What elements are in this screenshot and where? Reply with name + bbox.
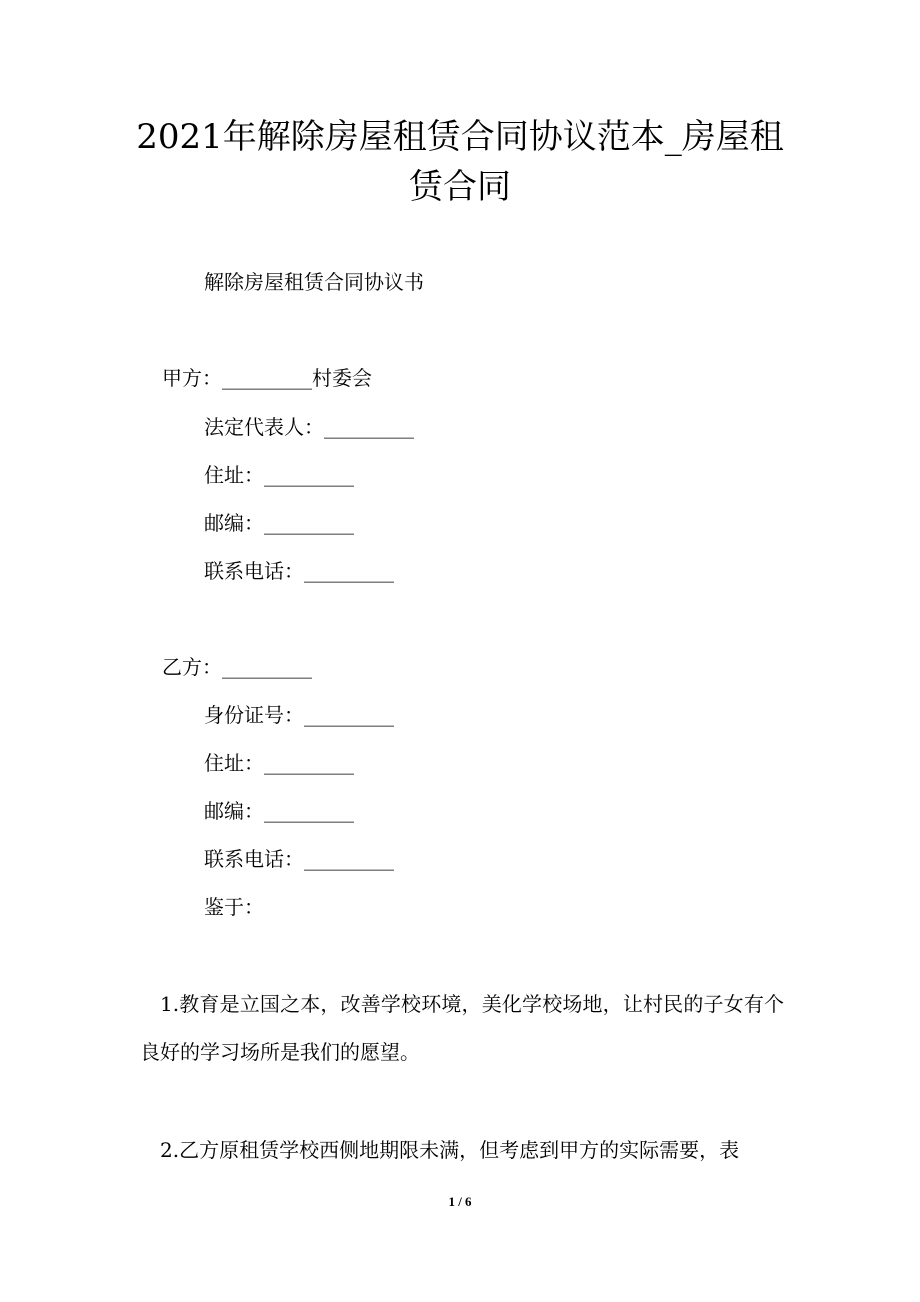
agreement-heading: 解除房屋租赁合同协议书: [204, 270, 424, 294]
party-b-postcode: 邮编：_________: [204, 799, 354, 823]
party-a-address: 住址：_________: [204, 463, 354, 487]
clause-2: 2.乙方原租赁学校西侧地期限未满，但考虑到甲方的实际需要，表: [160, 1138, 740, 1162]
document-title: 2021年解除房屋租赁合同协议范本_房屋租赁合同: [136, 117, 784, 207]
party-a-postcode: 邮编：_________: [204, 511, 354, 535]
whereas-label: 鉴于：: [204, 895, 264, 919]
party-a-phone: 联系电话：_________: [204, 559, 394, 583]
party-b-id-number: 身份证号：_________: [204, 703, 394, 727]
clause-1: 1.教育是立国之本，改善学校环境，美化学校场地，让村民的子女有个良好的学习场所是我们的愿望。: [140, 992, 784, 1064]
party-a-line: 甲方：_________村委会: [162, 366, 372, 390]
party-b-address: 住址：_________: [204, 751, 354, 775]
party-a-representative: 法定代表人：_________: [204, 415, 414, 439]
party-b-line: 乙方：_________: [162, 655, 312, 679]
party-b-phone: 联系电话：_________: [204, 847, 394, 871]
page-indicator: 1 / 6: [448, 1194, 472, 1209]
